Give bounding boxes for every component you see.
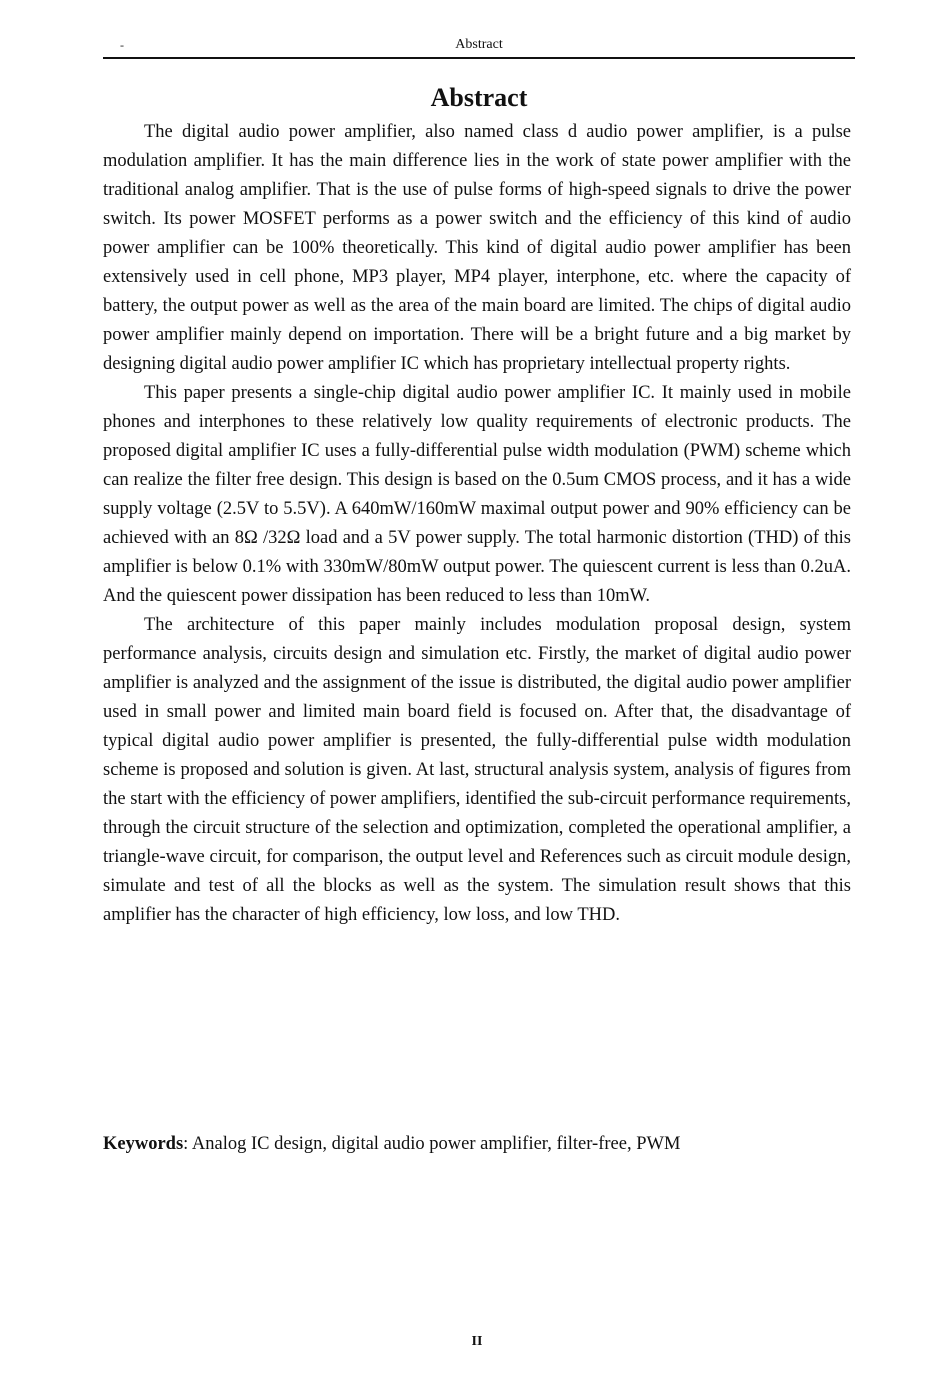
keywords-text: Analog IC design, digital audio power amplifier, filter-free, PWM [188, 1134, 681, 1154]
keywords-label: Keywords [103, 1134, 184, 1154]
page-number: II [471, 1334, 483, 1349]
keywords [103, 1130, 851, 1159]
abstract-paragraph: The digital audio power amplifier, also named class d audio power amplifier, is a pulse modulation amplifier. It has the main difference lies in the work of state power amplifier with the traditional analog amplifier. That is the use of pulse forms of high-speed signals to drive the power switch. Its power MOSFET performs as a power switch and the efficiency of this kind of audio power amplifier can be 100% theoretically. This kind of digital audio power amplifier has been extensively used in cell phone, MP3 player, MP4 player, interphone, etc. where the capacity of battery, the output power as well as the area of the main board are limited. The chips of digital audio power amplifier mainly depend on importation. There will be a bright future and a big market by designing digital audio power amplifier IC which has proprietary intellectual property rights. [103, 122, 851, 374]
abstract-body [103, 118, 851, 930]
abstract-paragraph: This paper presents a single-chip digital audio power amplifier IC. It mainly used in mobile phones and interphones to these relatively low quality requirements of electronic products. The proposed digital amplifier IC uses a fully-differential pulse width modulation (PWM) scheme which can realize the filter free design. This design is based on the 0.5um CMOS process, and it has a wide supply voltage (2.5V to 5.5V). A 640mW/160mW maximal output power and 90% efficiency can be achieved with an 8Ω /32Ω load and a 5V power supply. The total harmonic distortion (THD) of this amplifier is below 0.1% with 330mW/80mW output power. The quiescent current is less than 0.2uA. And the quiescent power dissipation has been reduced to less than 10mW. [103, 383, 851, 606]
header-rule [103, 57, 855, 59]
header-mark: - [120, 38, 124, 52]
running-header: Abstract [455, 37, 503, 52]
abstract-paragraph: The architecture of this paper mainly includes modulation proposal design, system performance analysis, circuits design and simulation etc. Firstly, the market of digital audio power amplifier is analyzed and the assignment of the issue is distributed, the digital audio power amplifier used in small power and limited main board field is focused on. After that, the disadvantage of typical digital audio power amplifier is presented, the fully-differential pulse width modulation scheme is proposed and solution is given. At last, structural analysis system, analysis of figures from the start with the efficiency of power amplifiers, identified the sub-circuit performance requirements, through the circuit structure of the selection and optimization, completed the operational amplifier, a triangle-wave circuit, for comparison, the output level and References such as circuit module design, simulate and test of all the blocks as well as the system. The simulation result shows that this amplifier has the character of high efficiency, low loss, and low THD. [103, 615, 851, 925]
page-title: Abstract [430, 83, 528, 112]
keywords-separator: : [183, 1134, 189, 1154]
